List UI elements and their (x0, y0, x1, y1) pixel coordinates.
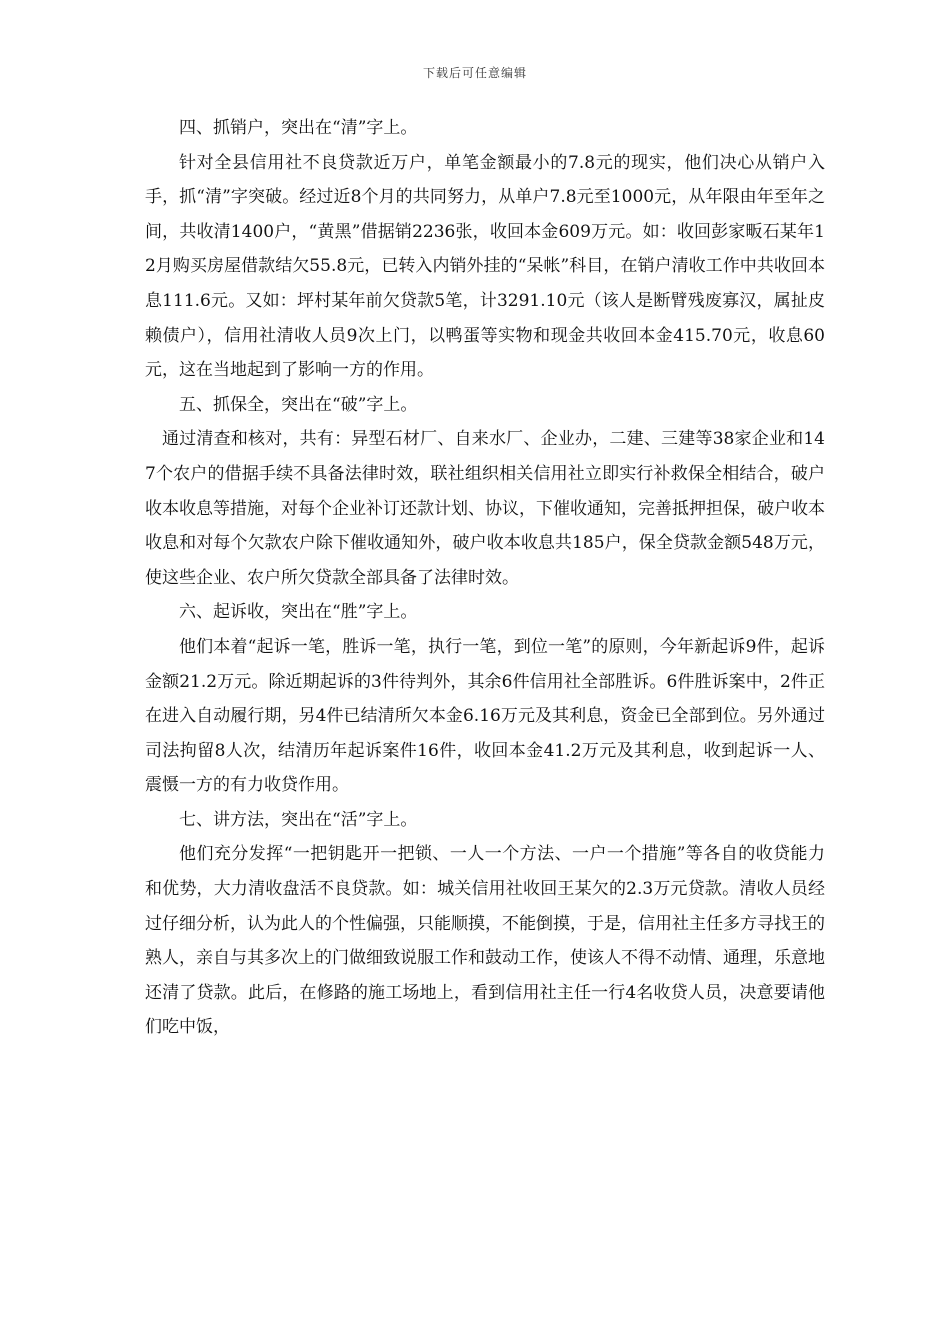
section-body-4: 针对全县信用社不良贷款近万户，单笔金额最小的7.8元的现实，他们决心从销户入手，抓“清”字突破。经过近8个月的共同努力，从单户7.8元至1000元，从年限由年至年之间，共收清1400户，“黄黑”借据销2236张，收回本金609万元。如：收回彭家畈石某年12月购买房屋借款结欠55.8元，已转入内销外挂的“呆帐”科目，在销户清收工作中共收回本息111.6元。又如：坪村某年前欠贷款5笔，计3291.10元（该人是断臂残废寡汉，属扯皮赖债户），信用社清收人员9次上门，以鸭蛋等实物和现金共收回本金415.70元，收息60元，这在当地起到了影响一方的作用。 (145, 152, 825, 381)
page-header-note: 下载后可任意编辑 (422, 66, 527, 80)
section-body-7: 他们充分发挥“一把钥匙开一把锁、一人一个方法、一户一个措施”等各自的收贷能力和优势，大力清收盘活不良贷款。如：城关信用社收回王某欠的2.3万元贷款。清收人员经过仔细分析，认为此人的个性偏强，只能顺摸，不能倒摸，于是，信用社主任多方寻找王的熟人，亲自与其多次上的门做细致说服工作和鼓动工作，使该人不得不动情、通理，乐意地还清了贷款。此后，在修路的施工场地上，看到信用社主任一行4名收贷人员，决意要请他们吃中饭， (145, 844, 825, 1038)
document-body (145, 111, 825, 1045)
section-heading-5: 五、抓保全，突出在“破”字上。 (179, 394, 418, 415)
section-heading-6: 六、起诉收，突出在“胜”字上。 (179, 602, 418, 623)
section-heading-4: 四、抓销户，突出在“清”字上。 (179, 118, 418, 138)
section-heading-7: 七、讲方法，突出在“活”字上。 (179, 809, 418, 830)
section-body-6: 他们本着“起诉一笔，胜诉一笔，执行一笔，到位一笔”的原则，今年新起诉9件，起诉金额21.2万元。除近期起诉的3件待判外，其余6件信用社全部胜诉。6件胜诉案中，2件正在进入自动履行期，另4件已结清所欠本金6.16万元及其利息，资金已全部到位。另外通过司法拘留8人次，结清历年起诉案件16件，收回本金41.2万元及其利息，收到起诉一人、震慑一方的有力收贷作用。 (145, 636, 825, 796)
section-body-5: 通过清查和核对，共有：异型石材厂、自来水厂、企业办，二建、三建等38家企业和147个农户的借据手续不具备法律时效，联社组织相关信用社立即实行补救保全相结合，破户收本收息等措施，对每个企业补订还款计划、协议，下催收通知，完善抵押担保，破户收本收息和对每个欠款农户除下催收通知外，破户收本收息共185户，保全贷款金额548万元，使这些企业、农户所欠贷款全部具备了法律时效。 (145, 429, 825, 588)
